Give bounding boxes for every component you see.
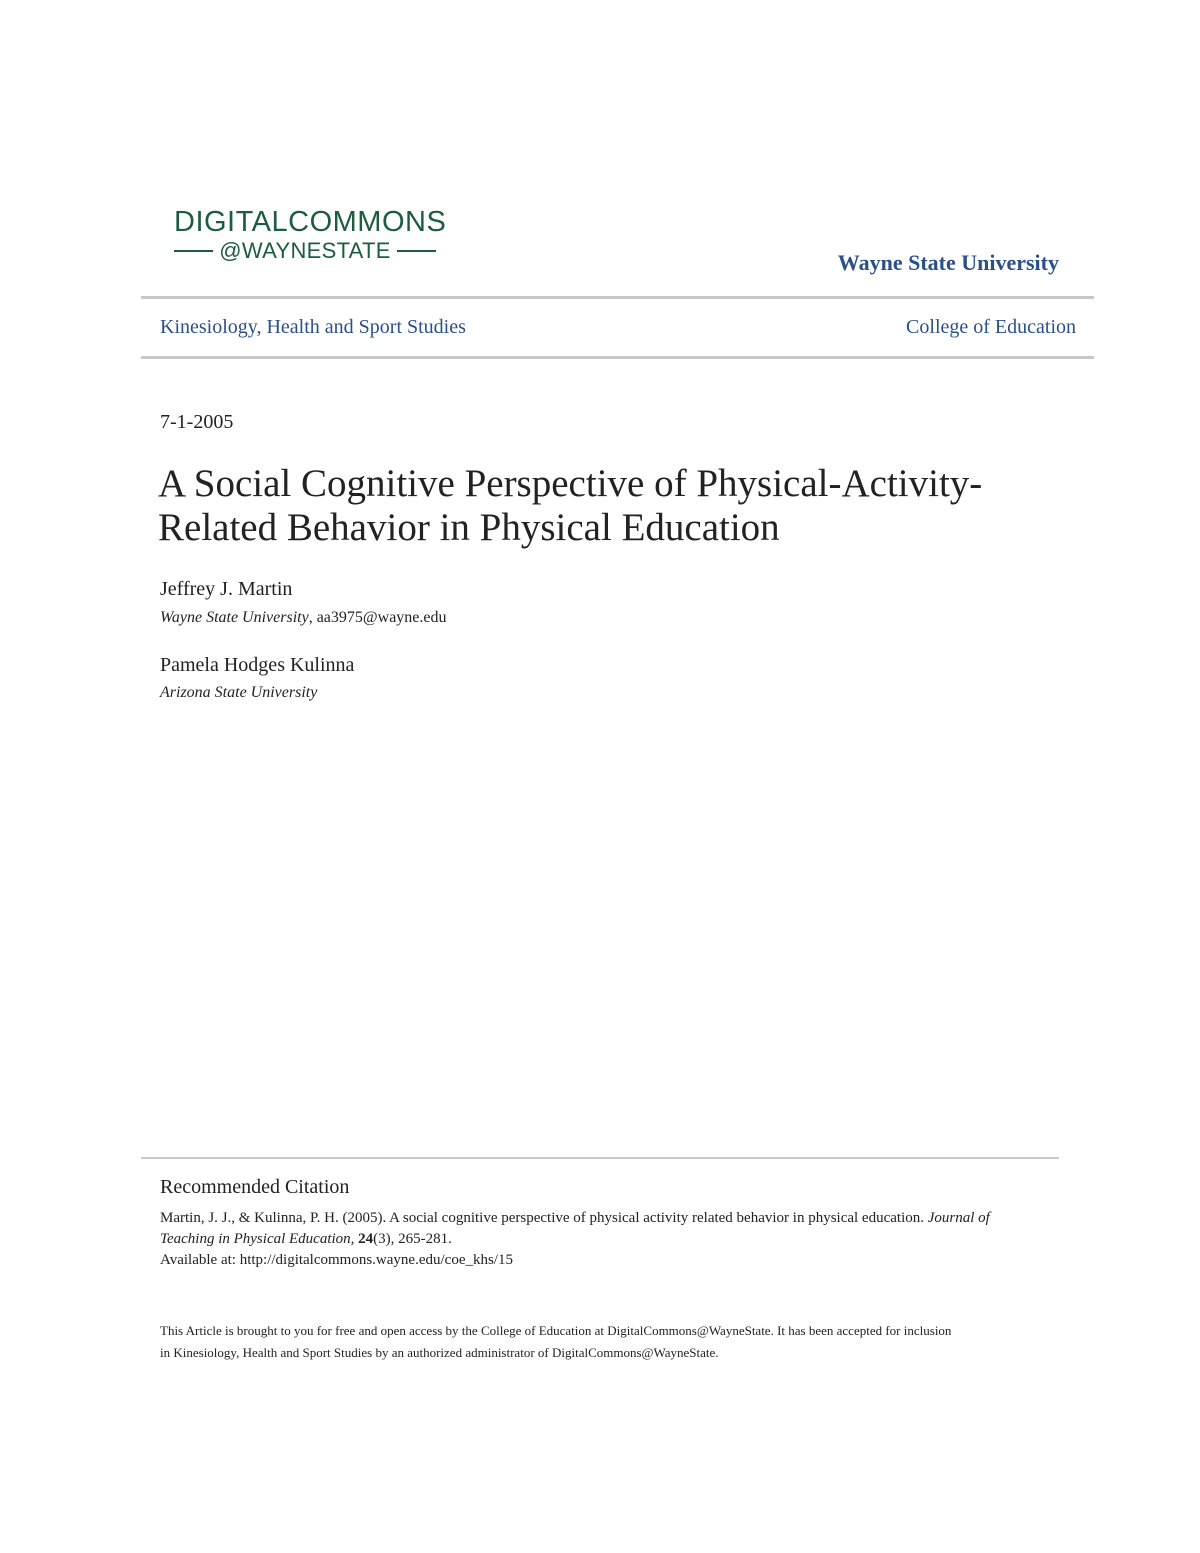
access-notice [160,1320,1045,1364]
title-line-2: Related Behavior in Physical Education [158,506,780,549]
author-institution-2: Arizona State University [160,684,318,701]
article-title [158,462,1058,550]
department-link[interactable]: Kinesiology, Health and Sport Studies [160,316,466,338]
digitalcommons-logo[interactable] [174,206,447,264]
university-link[interactable]: Wayne State University [837,250,1059,275]
college-link[interactable]: College of Education [906,316,1076,338]
citation-body [160,1208,1040,1271]
title-line-1: A Social Cognitive Perspective of Physical-Activity- [158,462,983,505]
author-affiliation-2 [160,684,317,702]
citation-text-1: Martin, J. J., & Kulinna, P. H. (2005). A social cognitive perspective of physical activity related behavior in physical education. [160,1210,928,1226]
logo-bottom-row [174,238,436,264]
author-name-2: Pamela Hodges Kulinna [160,654,355,676]
logo-rule-left [174,250,213,252]
author-name-1: Jeffrey J. Martin [160,578,293,600]
citation-available-link[interactable]: Available at: http://digitalcommons.wayne.edu/coe_khs/15 [160,1252,513,1268]
logo-top-text: DIGITALCOMMONS [174,206,447,238]
citation-heading: Recommended Citation [160,1176,350,1198]
logo-bottom-text: @WAYNESTATE [219,238,391,263]
citation-rule [141,1157,1059,1159]
author-institution-1: Wayne State University [160,609,309,626]
notice-line-1: This Article is brought to you for free and open access by the College of Education at DigitalCommons@WayneState. It has been accepted for inclusion [160,1323,952,1338]
citation-journal: Journal of Teaching in Physical Education, [160,1210,990,1247]
notice-line-2: in Kinesiology, Health and Sport Studies by an authorized administrator of DigitalCommons@WayneState. [160,1345,719,1360]
header-rule-top [141,296,1094,299]
citation-text-2: (3), 265-281. [373,1231,452,1247]
author-affiliation-1 [160,609,447,627]
logo-rule-right [397,250,436,252]
publication-date: 7-1-2005 [160,411,234,433]
header-rule-bottom [141,356,1094,359]
citation-volume: 24 [354,1231,374,1247]
author-email-1[interactable]: , aa3975@wayne.edu [308,609,447,626]
